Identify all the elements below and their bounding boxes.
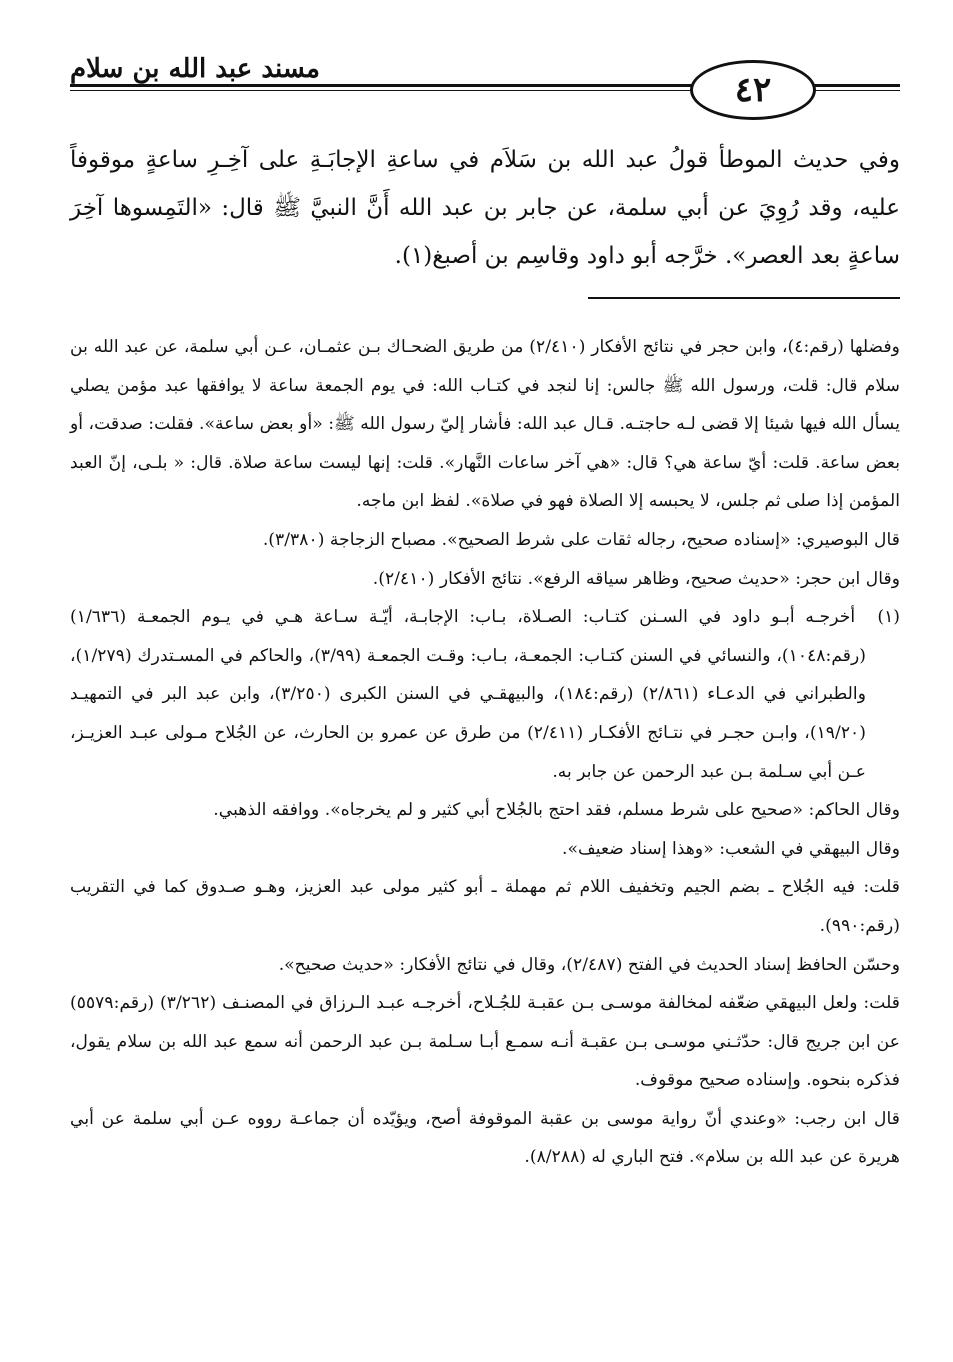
footnote-1 (70, 598, 900, 791)
main-text (70, 136, 900, 280)
running-title: مسند عبد الله بن سلام (70, 54, 320, 84)
note-musa-ibn-uqba: قلت: ولعل البيهقي ضعّفه لمخالفة موسـى بـن عقبـة للجُـلاح، أخرجـه عبـد الـرزاق في المصنـف (٣/٢٦٢) (رقم:٥٥٧٩) عن ابن جريج قال: حدّثـني موسـى بـن عقبـة أنـه سمـع أبـا سـلمة بـن عبد الرحمن أنه سمع عبد الله بن سلام يقول، فذكره بنحوه. وإسناده صحيح موقوف. (70, 993, 900, 1091)
note-ibn-rajab: قال ابن رجب: «وعندي أنّ رواية موسى بن عقبة الموقوفة أصح، ويؤيّده أن جماعـة رووه عـن أبي سلمة عن أبي هريرة عن عبد الله بن سلام». فتح الباري له (٨/٢٨٨). (70, 1108, 900, 1168)
page-header (70, 52, 900, 122)
page-number: ٤٢ (690, 60, 816, 120)
note-ibn-hajar: وقال ابن حجر: «حديث صحيح، وظاهر سياقه الرفع». نتائج الأفكار (٢/٤١٠). (372, 568, 900, 589)
note-hakim: وقال الحاكم: «صحيح على شرط مسلم، فقد احتج بالجُلاح أبي كثير و لم يخرجاه». ووافقه الذهبي. (213, 800, 900, 821)
note-continuation: وفضلها (رقم:٤)، وابن حجر في نتائج الأفكار (٢/٤١٠) من طريق الضحـاك بـن عثمـان، عـن أبي سلمة، عن عبد الله بن سلام قال: قلت، ورسول الله ﷺ جالس: إنا لنجد في كتـاب الله: في يوم الجمعة ساعة لا يوافقها عبد مؤمن يصلي يسأل الله فيها شيئا إلا قضى لـه حاجتـه. قـال عبد الله: فأشار إليّ رسول الله ﷺ: «أو بعض ساعة». فقلت: صدقت، أو بعض ساعة. قلت: أيّ ساعة هي؟ قال: «هي آخر ساعات النَّهار». قلت: إنها ليست ساعة صلاة. قال: « بلـى، إنّ العبد المؤمن إذا صلى ثم جلس، لا يحبسه إلا الصلاة فهو في صلاة». لفظ ابن ماجه. (70, 337, 900, 512)
main-paragraph: وفي حديث الموطأ قولُ عبد الله بن سَلاَم في ساعةِ الإجابَـةِ على آخِـرِ ساعةٍ موقوفاً عليه، وقد رُوِيَ عن أبي سلمة، عن جابر بن عبد الله أَنَّ النبيَّ ﷺ قال: «التَمِسوها آخِرَ ساعةٍ بعد العصر». خرَّجه أبو داود وقاسِم بن أصبغ(١). (70, 147, 900, 269)
note-hafiz: وحسّن الحافظ إسناد الحديث في الفتح (٢/٤٨٧)، وقال في نتائج الأفكار: «حديث صحيح». (278, 954, 900, 975)
note-bayhaqi: وقال البيهقي في الشعب: «وهذا إسناد ضعيف». (562, 838, 900, 859)
note-busiri: قال البوصيري: «إسناده صحيح، رجاله ثقات على شرط الصحيح». مصباح الزجاجة (٣/٣٨٠). (262, 529, 900, 550)
note-julah: قلت: فيه الجُلاح ـ بضم الجيم وتخفيف اللام ثم مهملة ـ أبو كثير مولى عبد العزيز، وهـو صـدوق كما في التقريب (رقم:٩٩٠). (70, 877, 900, 936)
footnote-1-text: أخرجـه أبـو داود في السـنن كتـاب: الصـلاة، بـاب: الإجابـة، أيّـة سـاعة هـي في يـوم الجمعـة (١/٦٣٦) (رقم:١٠٤٨)، والنسائي في السنن كتـاب: الجمعـة، بـاب: وقـت الجمعـة (٣/٩٩)، والحاكم في المسـتدرك (١/٢٧٩)، والطبراني في الدعـاء (٢/٨٦١) (رقم:١٨٤)، والبيهقـي في السنن الكبرى (٣/٢٥٠)، وابن عبد البر في التمهيـد (١٩/٢٠)، وابـن حجـر في نتـائج الأفكـار (٢/٤١١) من طرق عن عمرو بن الحارث، عن الجُلاح مـولى عبـد العزيـز، عـن أبي سـلمة بـن عبد الرحمن عن جابر به. (70, 607, 866, 782)
footnote-1-number: (١) (877, 607, 901, 628)
footnote-divider (588, 297, 900, 299)
footnotes (70, 328, 900, 1177)
